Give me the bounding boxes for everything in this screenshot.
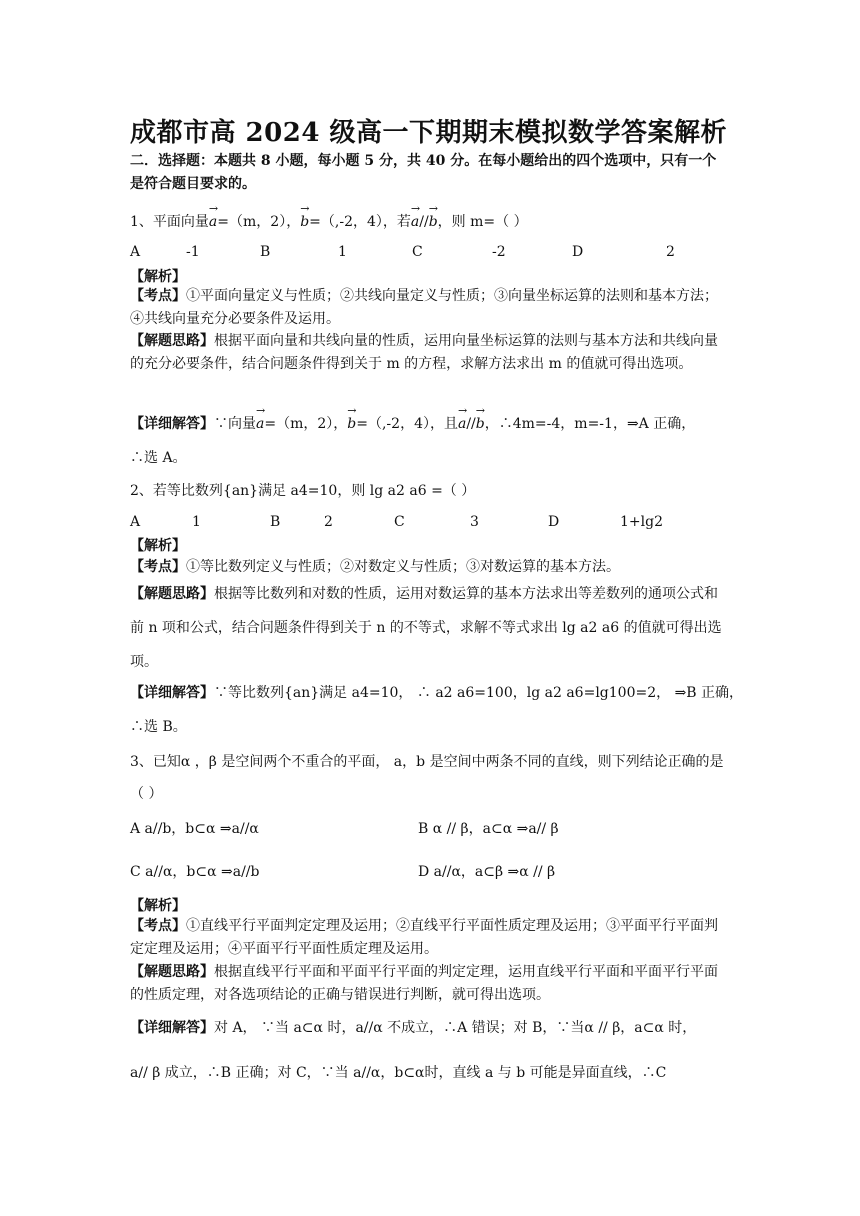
section-header: 二．选择题：本题共 8 小题，每小题 5 分，共 40 分。在每小题给出的四个选项中，只有一个是符合题目要求的。 (130, 153, 717, 192)
q1-silu: 【解题思路】根据平面向量和共线向量的性质，运用向量坐标运算的法则与基本方法和共线向量的充分必要条件，结合问题条件得到关于 m 的方程，求解方法求出 m 的值就可得出选项。 (130, 333, 718, 372)
q2-stem: 2、若等比数列{an}满足 a4=10，则 lg a2 a6 =（ ） (130, 483, 476, 499)
q2-options: A 1 B 2 C 3 D 1+lg2 (130, 514, 663, 530)
vector-b: → b (300, 210, 309, 230)
q2-analysis-label: 【解析】 (130, 538, 186, 554)
q2-kaodian: 【考点】①等比数列定义与性质；②对数定义与性质；③对数运算的基本方法。 (130, 559, 620, 575)
q2-conclusion: ∴选 B。 (130, 719, 187, 735)
q1-analysis-label: 【解析】 (130, 269, 186, 285)
q1-options: A -1 B 1 C -2 D 2 (130, 244, 675, 260)
q3-silu: 【解题思路】根据直线平行平面和平面平行平面的判定定理，运用直线平行平面和平面平行平面的性质定理，对各选项结论的正确与错误进行判断，就可得出选项。 (130, 964, 718, 1003)
q3-kaodian: 【考点】①直线平行平面判定定理及运用；②直线平行平面性质定理及运用；③平面平行平面判定定理及运用；④平面平行平面性质定理及运用。 (130, 918, 718, 957)
q3-analysis-label: 【解析】 (130, 898, 186, 914)
q3-stem: 3、已知α ，β 是空间两个不重合的平面， a，b 是空间中两条不同的直线，则下列结论正确的是（ ） (130, 754, 724, 802)
q3-detail-1: 【详细解答】对 A， ∵当 a⊂α 时，a//α 不成立，∴A 错误；对 B，∵当α // β，a⊂α 时， (130, 1020, 697, 1036)
q3-option-d: D a//α，a⊂β ⇒α // β (418, 864, 556, 880)
vector-a: → a (209, 210, 217, 230)
q3-option-a: A a//b，b⊂α ⇒a//α (130, 821, 259, 837)
page-title: 成都市高 2024 级高一下期期末模拟数学答案解析 (130, 118, 727, 148)
q3-option-b: B α // β，a⊂α ⇒a// β (418, 821, 559, 837)
q2-detail: 【详细解答】∵等比数列{an}满足 a4=10， ∴ a2 a6=100，lg a2 a6=lg100=2， ⇒B 正确， (130, 685, 744, 701)
q3-detail-2: a// β 成立，∴B 正确；对 C，∵当 a//α，b⊂α时，直线 a 与 b 可能是异面直线，∴C (130, 1065, 667, 1081)
q2-silu: 【解题思路】根据等比数列和对数的性质，运用对数运算的基本方法求出等差数列的通项公式和前 n 项和公式，结合问题条件得到关于 n 的不等式，求解不等式求出 lg a2 a6 的值就可得出选项。 (130, 586, 722, 670)
q1-detail: 【详细解答】∵向量→ a=（m，2），→ b=（,-2，4），且→ a//→ b，∴4m=-4，m=-1，⇒A 正确， (130, 412, 695, 433)
q1-kaodian: 【考点】①平面向量定义与性质；②共线向量定义与性质；③向量坐标运算的法则和基本方法；④共线向量充分必要条件及运用。 (130, 288, 718, 327)
q1-conclusion: ∴选 A。 (130, 450, 187, 466)
q3-option-c: C a//α，b⊂α ⇒a//b (130, 864, 260, 880)
q1-stem: 1、平面向量→ a=（m，2），→ b=（,-2，4），若→ a//→ b，则 m=（ ） (130, 210, 528, 231)
